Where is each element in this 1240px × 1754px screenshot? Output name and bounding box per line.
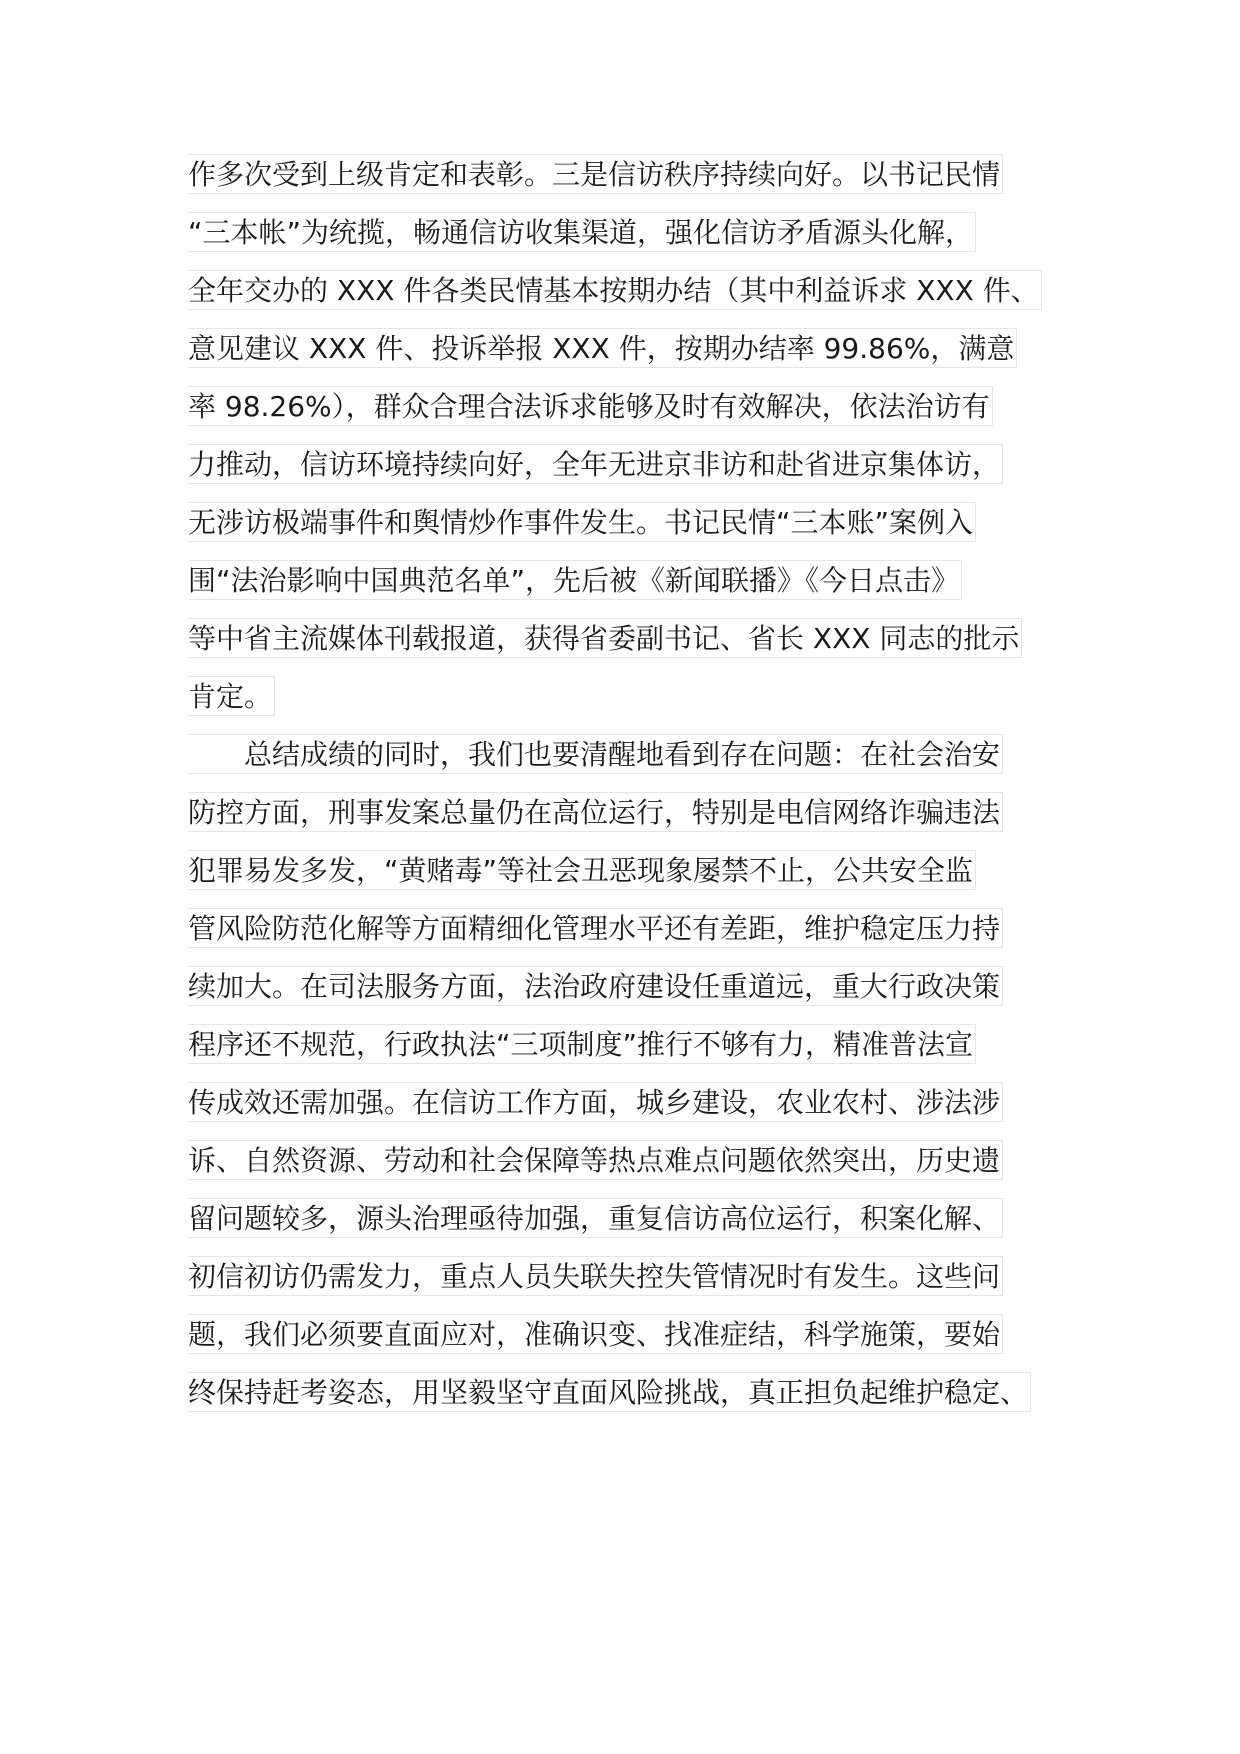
- text-line: [188, 1197, 1003, 1241]
- line-text: 肯定。: [188, 676, 275, 716]
- line-text: 无涉访极端事件和舆情炒作事件发生。书记民情“三本账”案例入: [188, 502, 976, 542]
- line-text: 初信初访仍需发力，重点人员失联失控失管情况时有发生。这些问: [188, 1256, 1003, 1296]
- text-line: [188, 1313, 1003, 1357]
- text-line: [188, 211, 976, 255]
- text-line: [188, 385, 993, 429]
- text-line: [188, 1081, 1003, 1125]
- text-line: [188, 791, 1003, 835]
- line-text: 意见建议 XXX 件、投诉举报 XXX 件，按期办结率 99.86%，满意: [188, 328, 1017, 368]
- line-text: 总结成绩的同时，我们也要清醒地看到存在问题：在社会治安: [188, 734, 1003, 774]
- line-text: 全年交办的 XXX 件各类民情基本按期办结（其中利益诉求 XXX 件、: [188, 270, 1042, 310]
- line-text: 诉、自然资源、劳动和社会保障等热点难点问题依然突出，历史遗: [188, 1140, 1003, 1180]
- text-line: [188, 1255, 1003, 1299]
- line-text: 力推动，信访环境持续向好，全年无进京非访和赴省进京集体访，: [188, 444, 1003, 484]
- text-line: [188, 907, 1003, 951]
- text-line: [188, 965, 1003, 1009]
- line-text: “三本帐”为统揽，畅通信访收集渠道，强化信访矛盾源头化解，: [188, 212, 976, 252]
- text-line: [188, 443, 1003, 487]
- text-line: [188, 1023, 976, 1067]
- text-line: [188, 617, 1022, 661]
- line-text: 传成效还需加强。在信访工作方面，城乡建设，农业农村、涉法涉: [188, 1082, 1003, 1122]
- line-text: 留问题较多，源头治理亟待加强，重复信访高位运行，积案化解、: [188, 1198, 1003, 1238]
- line-text: 终保持赶考姿态，用坚毅坚守直面风险挑战，真正担负起维护稳定、: [188, 1372, 1031, 1412]
- text-line: [188, 559, 962, 603]
- line-text: 管风险防范化解等方面精细化管理水平还有差距，维护稳定压力持: [188, 908, 1003, 948]
- line-text: 题，我们必须要直面应对，准确识变、找准症结，科学施策，要始: [188, 1314, 1003, 1354]
- line-text: 率 98.26%），群众合理合法诉求能够及时有效解决，依法治访有: [188, 386, 993, 426]
- text-line: [188, 1371, 1031, 1415]
- line-text: 续加大。在司法服务方面，法治政府建设任重道远，重大行政决策: [188, 966, 1003, 1006]
- text-line: [188, 501, 976, 545]
- text-line: [188, 849, 976, 893]
- text-line: [188, 153, 1003, 197]
- text-line: [188, 1139, 1003, 1183]
- line-text: 作多次受到上级肯定和表彰。三是信访秩序持续向好。以书记民情: [188, 154, 1003, 194]
- line-text: 程序还不规范，行政执法“三项制度”推行不够有力，精准普法宣: [188, 1024, 976, 1064]
- text-line: [188, 327, 1017, 371]
- line-text: 等中省主流媒体刊载报道，获得省委副书记、省长 XXX 同志的批示: [188, 618, 1022, 658]
- text-line: [188, 269, 1042, 313]
- text-line: [188, 733, 1003, 777]
- line-text: 围“法治影响中国典范名单”，先后被《新闻联播》《今日点击》: [188, 560, 962, 600]
- text-line: [188, 675, 275, 719]
- line-text: 犯罪易发多发，“黄赌毒”等社会丑恶现象屡禁不止，公共安全监: [188, 850, 976, 890]
- line-text: 防控方面，刑事发案总量仍在高位运行，特别是电信网络诈骗违法: [188, 792, 1003, 832]
